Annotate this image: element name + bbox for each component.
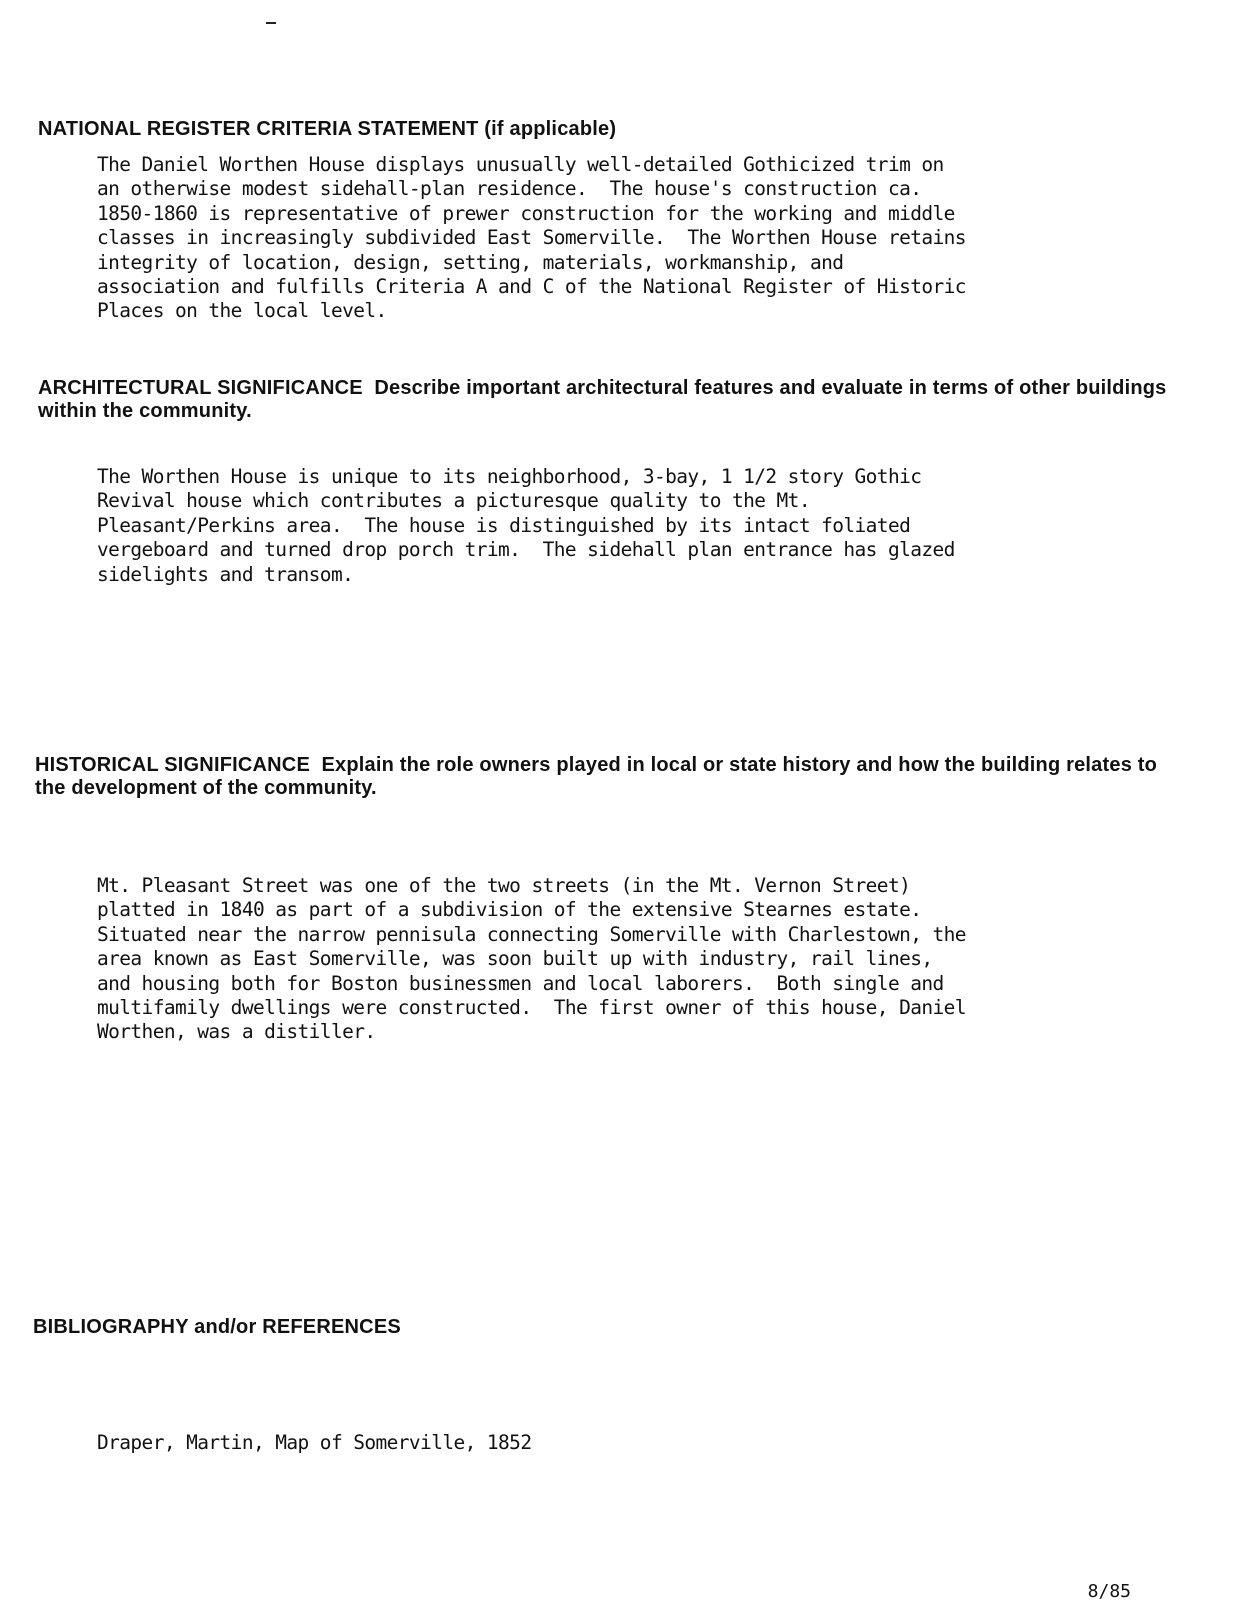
hist-line: platted in 1840 as part of a subdivision of the extensive Stearnes estate.: [97, 898, 922, 922]
architectural-significance-title: ARCHITECTURAL SIGNIFICANCE: [38, 377, 363, 399]
hist-line: Situated near the narrow pennisula connecting Somerville with Charlestown, the: [97, 922, 966, 946]
hist-line: multifamily dwellings were constructed. The first owner of this house, Daniel: [97, 996, 966, 1020]
nr-line: association and fulfills Criteria A and C of the National Register of Historic: [97, 275, 966, 299]
bibliography-text: [97, 1431, 1107, 1455]
hist-line: and housing both for Boston businessmen and local laborers. Both single and: [97, 971, 944, 995]
arch-line: vergeboard and turned drop porch trim. The sidehall plan entrance has glazed: [97, 538, 955, 562]
arch-line: Revival house which contributes a picturesque quality to the Mt.: [97, 489, 810, 513]
nr-line: Places on the local level.: [97, 299, 387, 323]
nr-line: classes in increasingly subdivided East Somerville. The Worthen House retains: [97, 226, 966, 250]
hist-line: Worthen, was a distiller.: [97, 1020, 376, 1044]
nr-line: an otherwise modest sidehall-plan residence. The house's construction ca.: [97, 177, 922, 201]
nr-line: The Daniel Worthen House displays unusually well-detailed Gothicized trim on: [97, 153, 944, 176]
arch-line: The Worthen House is unique to its neighborhood, 3-bay, 1 1/2 story Gothic: [97, 465, 922, 488]
hist-line: area known as East Somerville, was soon built up with industry, rail lines,: [97, 947, 933, 971]
architectural-significance-text: [97, 465, 1107, 587]
hist-line: Mt. Pleasant Street was one of the two streets (in the Mt. Vernon Street): [97, 874, 911, 897]
arch-line: Pleasant/Perkins area. The house is distinguished by its intact foliated: [97, 513, 911, 537]
historical-significance-title: HISTORICAL SIGNIFICANCE: [35, 754, 310, 776]
historical-significance-hint: Explain the role owners played in local or state history and how the building relates to the development of the community.: [35, 754, 1158, 799]
architectural-significance-hint: Describe important architectural features and evaluate in terms of other buildings within the community.: [38, 377, 1167, 422]
architectural-significance-heading: [38, 377, 1178, 423]
nr-line: 1850-1860 is representative of prewer construction for the working and middle: [97, 201, 955, 225]
bib-line: Draper, Martin, Map of Somerville, 1852: [97, 1431, 532, 1454]
nr-line: integrity of location, design, setting, materials, workmanship, and: [97, 250, 844, 274]
arch-line: sidelights and transom.: [97, 562, 354, 586]
nr-criteria-heading: NATIONAL REGISTER CRITERIA STATEMENT (if applicable): [38, 118, 617, 140]
page-number: 8/85: [1087, 1581, 1131, 1602]
nr-criteria-text: [97, 153, 1107, 324]
historical-significance-heading: [35, 754, 1175, 800]
historical-significance-text: [97, 874, 1107, 1045]
bibliography-heading: BIBLIOGRAPHY and/or REFERENCES: [33, 1316, 401, 1338]
top-mark: [266, 22, 276, 24]
